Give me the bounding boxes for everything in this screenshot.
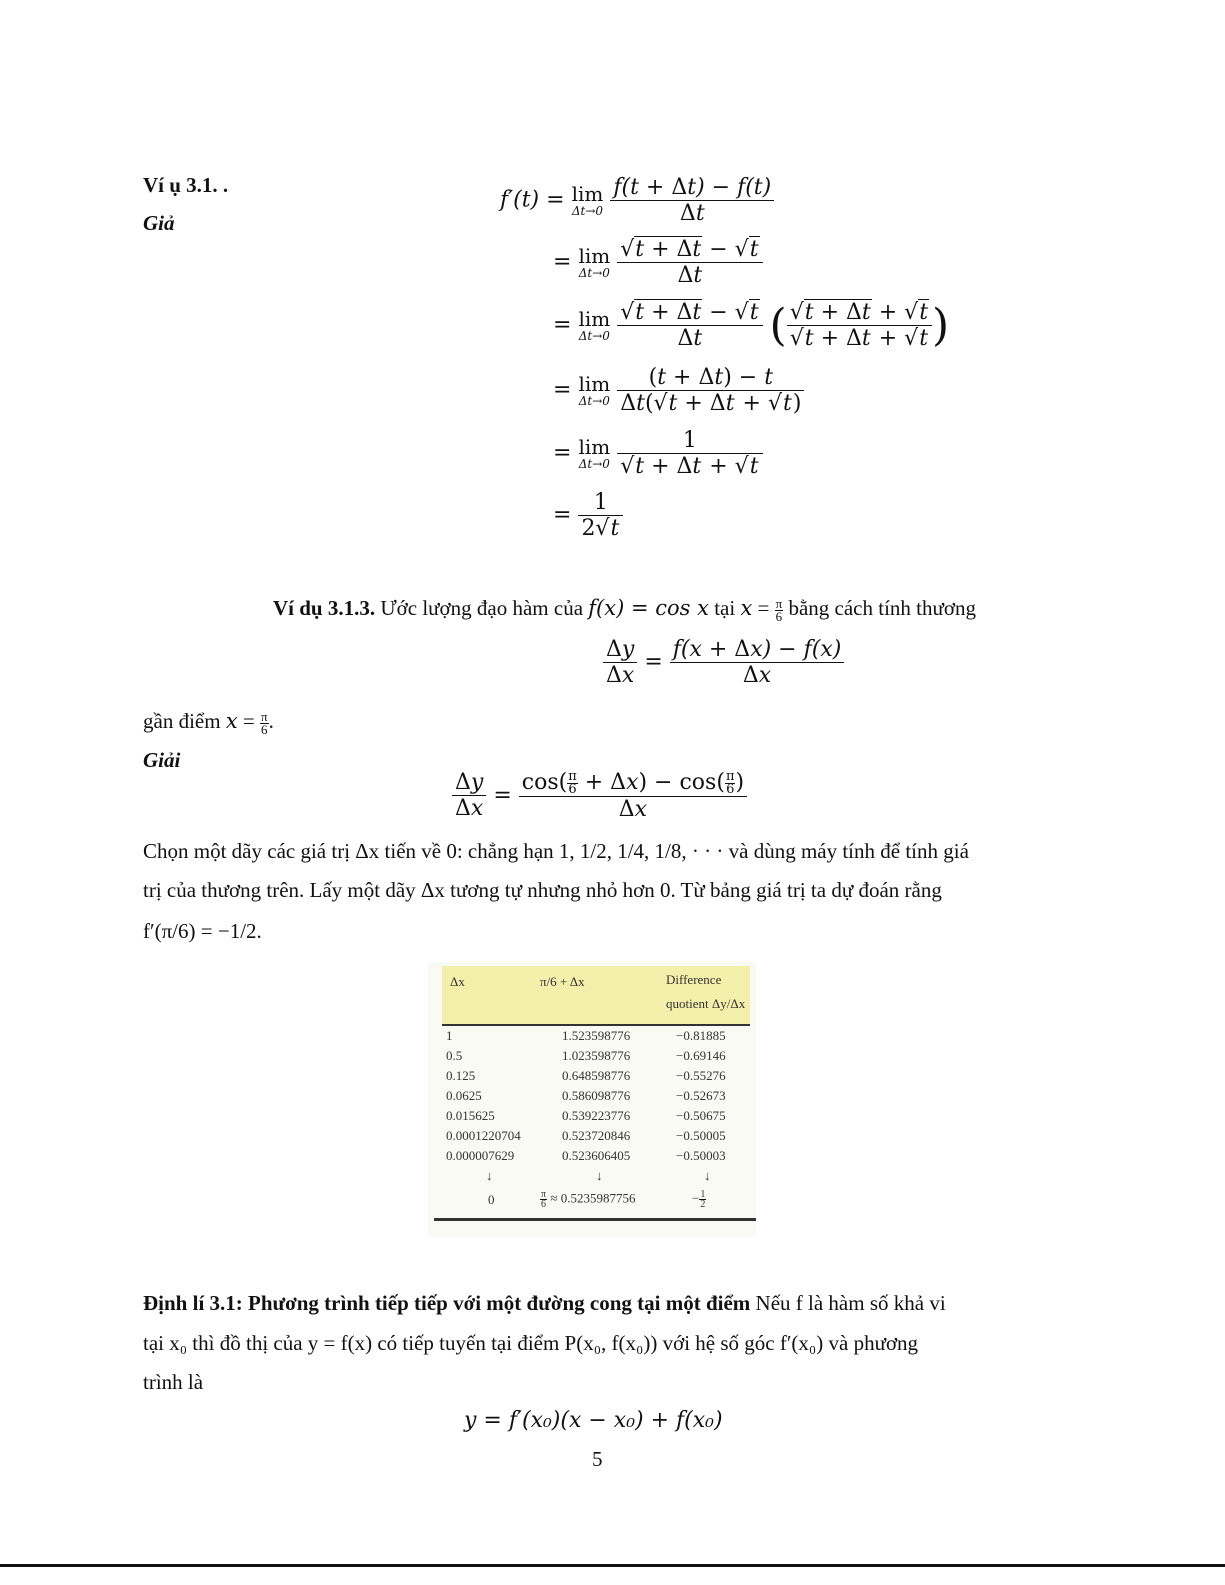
theorem-line-1: Định lí 3.1: Phương trình tiếp tiếp với một đường cong tại một điểm Nếu f là hàm số khả vi: [143, 1291, 946, 1315]
table-row-1-dx: 1: [446, 1028, 453, 1043]
example-label: Ví ụ 3.1. .: [143, 173, 229, 197]
table-row-4-x: 0.586098776: [562, 1088, 631, 1103]
tangent-line-formula: y = f′(x₀)(x − x₀) + f(x₀): [464, 1408, 723, 1433]
table-row-3-q: −0.55276: [676, 1068, 726, 1083]
derivation-line-4: = lim Δt→0 $\frac{(t + \Delta t) - t}{\Delta t(√t + \Delta t + √t)}$: [553, 365, 804, 416]
derivation-line-2: = lim Δt→0 $\frac{√t + \Delta t - √t}{\Delta t}$: [553, 237, 763, 288]
difference-quotient-formula: $\frac{\Delta y}{\Delta x}$ = $\frac{f(x + \Delta x) - f(x)}{\Delta x}$: [603, 637, 844, 688]
table-row-5-x: 0.539223776: [562, 1108, 631, 1123]
table-row-1-x: 1.523598776: [562, 1028, 631, 1043]
theorem-line-2: tại x₀ thì đồ thị của y = f(x) có tiếp tuyến tại điểm P(x₀, f(x₀)) với hệ số góc f′(x₀) và phương: [143, 1331, 919, 1355]
example-313-statement: Ví dụ 3.1.3. Ước lượng đạo hàm của f(x) = cos x tại x = $\frac{\pi}{6}$ bằng cách tính thương: [273, 595, 976, 624]
table-limit-q: − $\frac{1}{2}$: [692, 1189, 706, 1210]
arrow-x: ↓: [596, 1168, 603, 1183]
difference-quotient-table: [428, 962, 756, 1237]
table-header-difference: Difference: [666, 972, 722, 987]
table-bottom-rule: [434, 1218, 756, 1221]
solution-label-2: Giải: [143, 748, 181, 772]
table-row-2-q: −0.69146: [676, 1048, 726, 1063]
table-row-1-q: −0.81885: [676, 1028, 726, 1043]
table-row-6-dx: 0.0001220704: [446, 1128, 521, 1143]
paragraph-line-3: f′(π/6) = −1/2.: [143, 919, 262, 943]
table-row-3-x: 0.648598776: [562, 1068, 631, 1083]
page-number: 5: [592, 1447, 603, 1471]
table-row-2-x: 1.023598776: [562, 1048, 631, 1063]
table-row-6-x: 0.523720846: [562, 1128, 631, 1143]
theorem-label: Định lí 3.1: Phương trình tiếp tiếp với một đường cong tại một điểm: [143, 1291, 751, 1315]
derivation-line-5: = lim Δt→0 $\frac{1}{√t + \Delta t + √t}$: [553, 428, 763, 479]
theorem-line-3: trình là: [143, 1370, 204, 1394]
solution-label: Giả: [143, 211, 175, 235]
arrow-q: ↓: [704, 1168, 711, 1183]
table-row-7-dx: 0.000007629: [446, 1148, 515, 1163]
derivation-line-3: = lim Δt→0 $\frac{√t + \Delta t - √t}{\Delta t}$ ( $\frac{√t + \Delta t + √t}{√t + \Delta t + √t}$ ): [553, 300, 950, 351]
derivation-line-6: = $\frac{1}{2√t}$: [553, 490, 623, 541]
table-row-4-dx: 0.0625: [446, 1088, 482, 1103]
table-row-6-q: −0.50005: [676, 1128, 726, 1143]
arrow-dx: ↓: [486, 1168, 493, 1183]
table-row-5-dx: 0.015625: [446, 1108, 495, 1123]
table-row-7-x: 0.523606405: [562, 1148, 631, 1163]
derivation-line-1: f′(t) = lim Δt→0 $\frac{f(t + \Delta t) - f(t)}{\Delta t}$: [500, 175, 774, 226]
table-header-quotient: quotient Δy/Δx: [666, 996, 746, 1011]
table-limit-dx: 0: [488, 1192, 495, 1207]
page-bottom-rule: [0, 1564, 1225, 1567]
table-row-7-q: −0.50003: [676, 1148, 726, 1163]
table-header-dx: Δx: [450, 974, 465, 989]
table-header-rule: [442, 1024, 750, 1026]
table-row-3-dx: 0.125: [446, 1068, 476, 1083]
paragraph-line-2: trị của thương trên. Lấy một dãy Δx tương tự nhưng nhỏ hơn 0. Từ bảng giá trị ta dự đoán rằng: [143, 878, 942, 902]
table-row-2-dx: 0.5: [446, 1048, 463, 1063]
table-header-pi6dx: π/6 + Δx: [540, 974, 585, 989]
near-point-line: gần điểm x = $\frac{\pi}{6}$ .: [143, 708, 274, 737]
table-limit-x: $\frac{\pi}{6}$ ≈ 0.5235987756: [541, 1189, 636, 1210]
paragraph-line-1: Chọn một dãy các giá trị Δx tiến về 0: chẳng hạn 1, 1/2, 1/4, 1/8, · · · và dùng máy tính để tính giá: [143, 839, 969, 863]
table-row-4-q: −0.52673: [676, 1088, 726, 1103]
table-row-5-q: −0.50675: [676, 1108, 726, 1123]
cos-quotient-formula: $\frac{\Delta y}{\Delta x}$ = cos( $\frac{\pi}{6}$ + Δx) − cos( $\frac{\pi}{6}$ ) Δx: [452, 770, 747, 822]
example-313-label: Ví dụ 3.1.3.: [273, 596, 376, 620]
